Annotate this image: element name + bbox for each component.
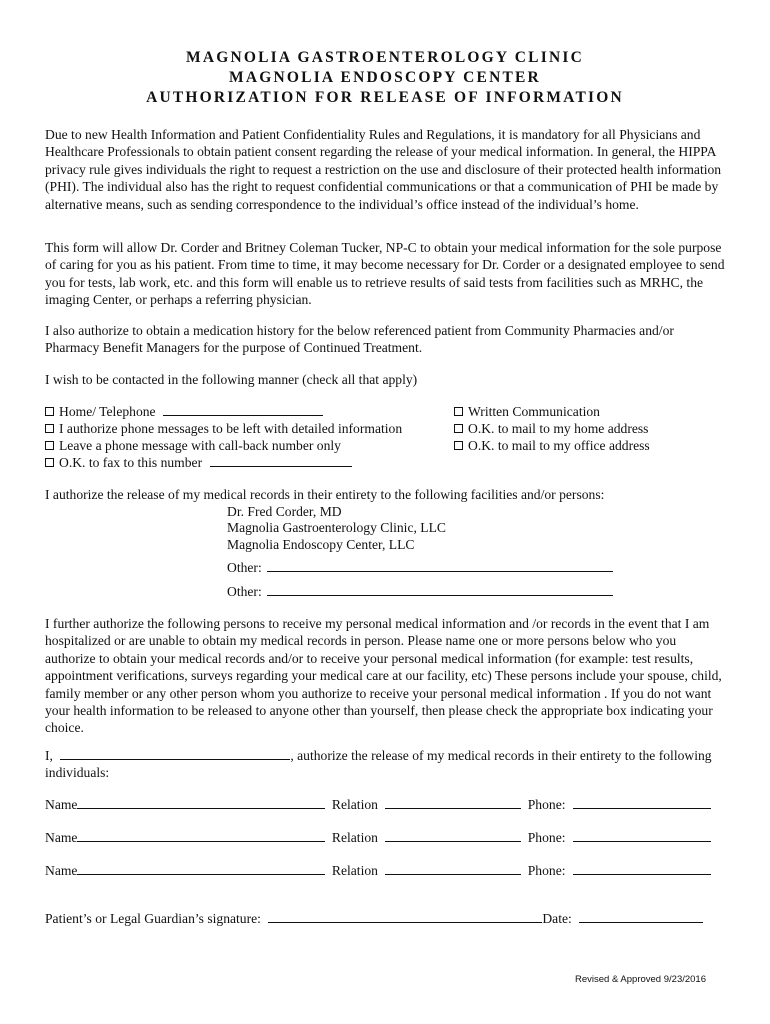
date-field[interactable] — [579, 910, 703, 923]
other-field-2[interactable] — [267, 583, 613, 596]
option-callback-message: Leave a phone message with call-back number only — [45, 437, 341, 454]
written-communication-checkbox[interactable] — [454, 407, 463, 416]
person-row-3: Name Relation Phone: — [45, 862, 711, 879]
mail-office-checkbox[interactable] — [454, 441, 463, 450]
person-1-name-field[interactable] — [77, 796, 325, 809]
entity-dr-corder: Dr. Fred Corder, MD — [227, 504, 342, 519]
contact-instructions: I wish to be contacted in the following manner (check all that apply) — [45, 372, 418, 387]
mail-home-checkbox[interactable] — [454, 424, 463, 433]
person-3-name-field[interactable] — [77, 862, 325, 875]
option-mail-office: O.K. to mail to my office address — [454, 437, 650, 454]
option-detailed-messages: I authorize phone messages to be left with detailed information — [45, 420, 402, 437]
home-telephone-checkbox[interactable] — [45, 407, 54, 416]
signature-field[interactable] — [268, 910, 542, 923]
hipaa-paragraph: Due to new Health Information and Patient Confidentiality Rules and Regulations, it is mandatory for all Physicians and Healthcare Professionals to obtain patient consent regarding the release of your medical information. In general, the HIPPA privacy rule gives individuals the right to request a restriction on the use and disclosure of their protected health information (PHI). The individual also has the right to request confidential communications or that a communication of PHI be made by alternative means, such as sending correspondence to the individual’s office instead of the individual’s home. — [45, 127, 722, 212]
entity-endoscopy-center: Magnolia Endoscopy Center, LLC — [227, 537, 415, 552]
option-home-telephone: Home/ Telephone — [45, 403, 323, 420]
release-intro: I authorize the release of my medical records in their entirety to the following facilities and/or persons: — [45, 487, 605, 502]
fax-checkbox[interactable] — [45, 458, 54, 467]
person-3-relation-field[interactable] — [385, 862, 521, 875]
individuals-label: individuals: — [45, 765, 110, 780]
person-1-phone-field[interactable] — [573, 796, 711, 809]
consent-paragraph: This form will allow Dr. Corder and Britney Coleman Tucker, NP-C to obtain your medical information for the sole purpose of caring for you as his patient. From time to time, it may become necessary for Dr. Corder or a designated employee to send you for tests, lab work, etc. and this form will enable us to retrieve results of said tests from facilities such as MRHC, the imaging Center, or perhaps a referring physician. — [45, 240, 725, 308]
medication-history-paragraph: I also authorize to obtain a medication history for the below referenced patient from Community Pharmacies and/or Pharmacy Benefit Managers for the purpose of Continued Treatment. — [45, 323, 674, 356]
patient-name-field[interactable] — [60, 747, 290, 760]
clinic-name: MAGNOLIA GASTROENTEROLOGY CLINIC — [186, 49, 584, 66]
option-mail-home: O.K. to mail to my home address — [454, 420, 648, 437]
individuals-authorization: I, , authorize the release of my medical records in their entirety to the following — [45, 748, 712, 763]
home-telephone-field[interactable] — [163, 403, 323, 416]
fax-number-field[interactable] — [210, 454, 352, 467]
option-written-communication: Written Communication — [454, 403, 600, 420]
person-row-2: Name Relation Phone: — [45, 829, 711, 846]
center-name: MAGNOLIA ENDOSCOPY CENTER — [229, 69, 541, 86]
person-2-phone-field[interactable] — [573, 829, 711, 842]
other-field-1[interactable] — [267, 559, 613, 572]
person-2-name-field[interactable] — [77, 829, 325, 842]
detailed-messages-checkbox[interactable] — [45, 424, 54, 433]
person-1-relation-field[interactable] — [385, 796, 521, 809]
revision-note: Revised & Approved 9/23/2016 — [575, 974, 706, 985]
further-authorization-paragraph: I further authorize the following persons to receive my personal medical information and /or records in the event that I am hospitalized or are unable to obtain my medical records in person. Please name one or more persons below who you authorize to obtain your medical records and/or to receive your personal medical information (for example: test results, appointment verifications, surveys regarding your medical care at our facility, etc) These persons include your spouse, child, family member or any other person whom you authorize to receive your personal medical information . If you do not want your health information to be released to anyone other than yourself, then please check the appropriate box indicating your choice. — [45, 616, 722, 736]
callback-message-checkbox[interactable] — [45, 441, 54, 450]
signature-row: Patient’s or Legal Guardian’s signature: Date: — [45, 910, 703, 927]
option-fax: O.K. to fax to this number — [45, 454, 352, 471]
person-3-phone-field[interactable] — [573, 862, 711, 875]
person-2-relation-field[interactable] — [385, 829, 521, 842]
entity-gastro-clinic: Magnolia Gastroenterology Clinic, LLC — [227, 520, 446, 535]
form-header — [0, 48, 770, 108]
other-row-1: Other: — [227, 559, 613, 576]
form-title: AUTHORIZATION FOR RELEASE OF INFORMATION — [146, 89, 624, 106]
other-row-2: Other: — [227, 583, 613, 600]
person-row-1: Name Relation Phone: — [45, 796, 711, 813]
